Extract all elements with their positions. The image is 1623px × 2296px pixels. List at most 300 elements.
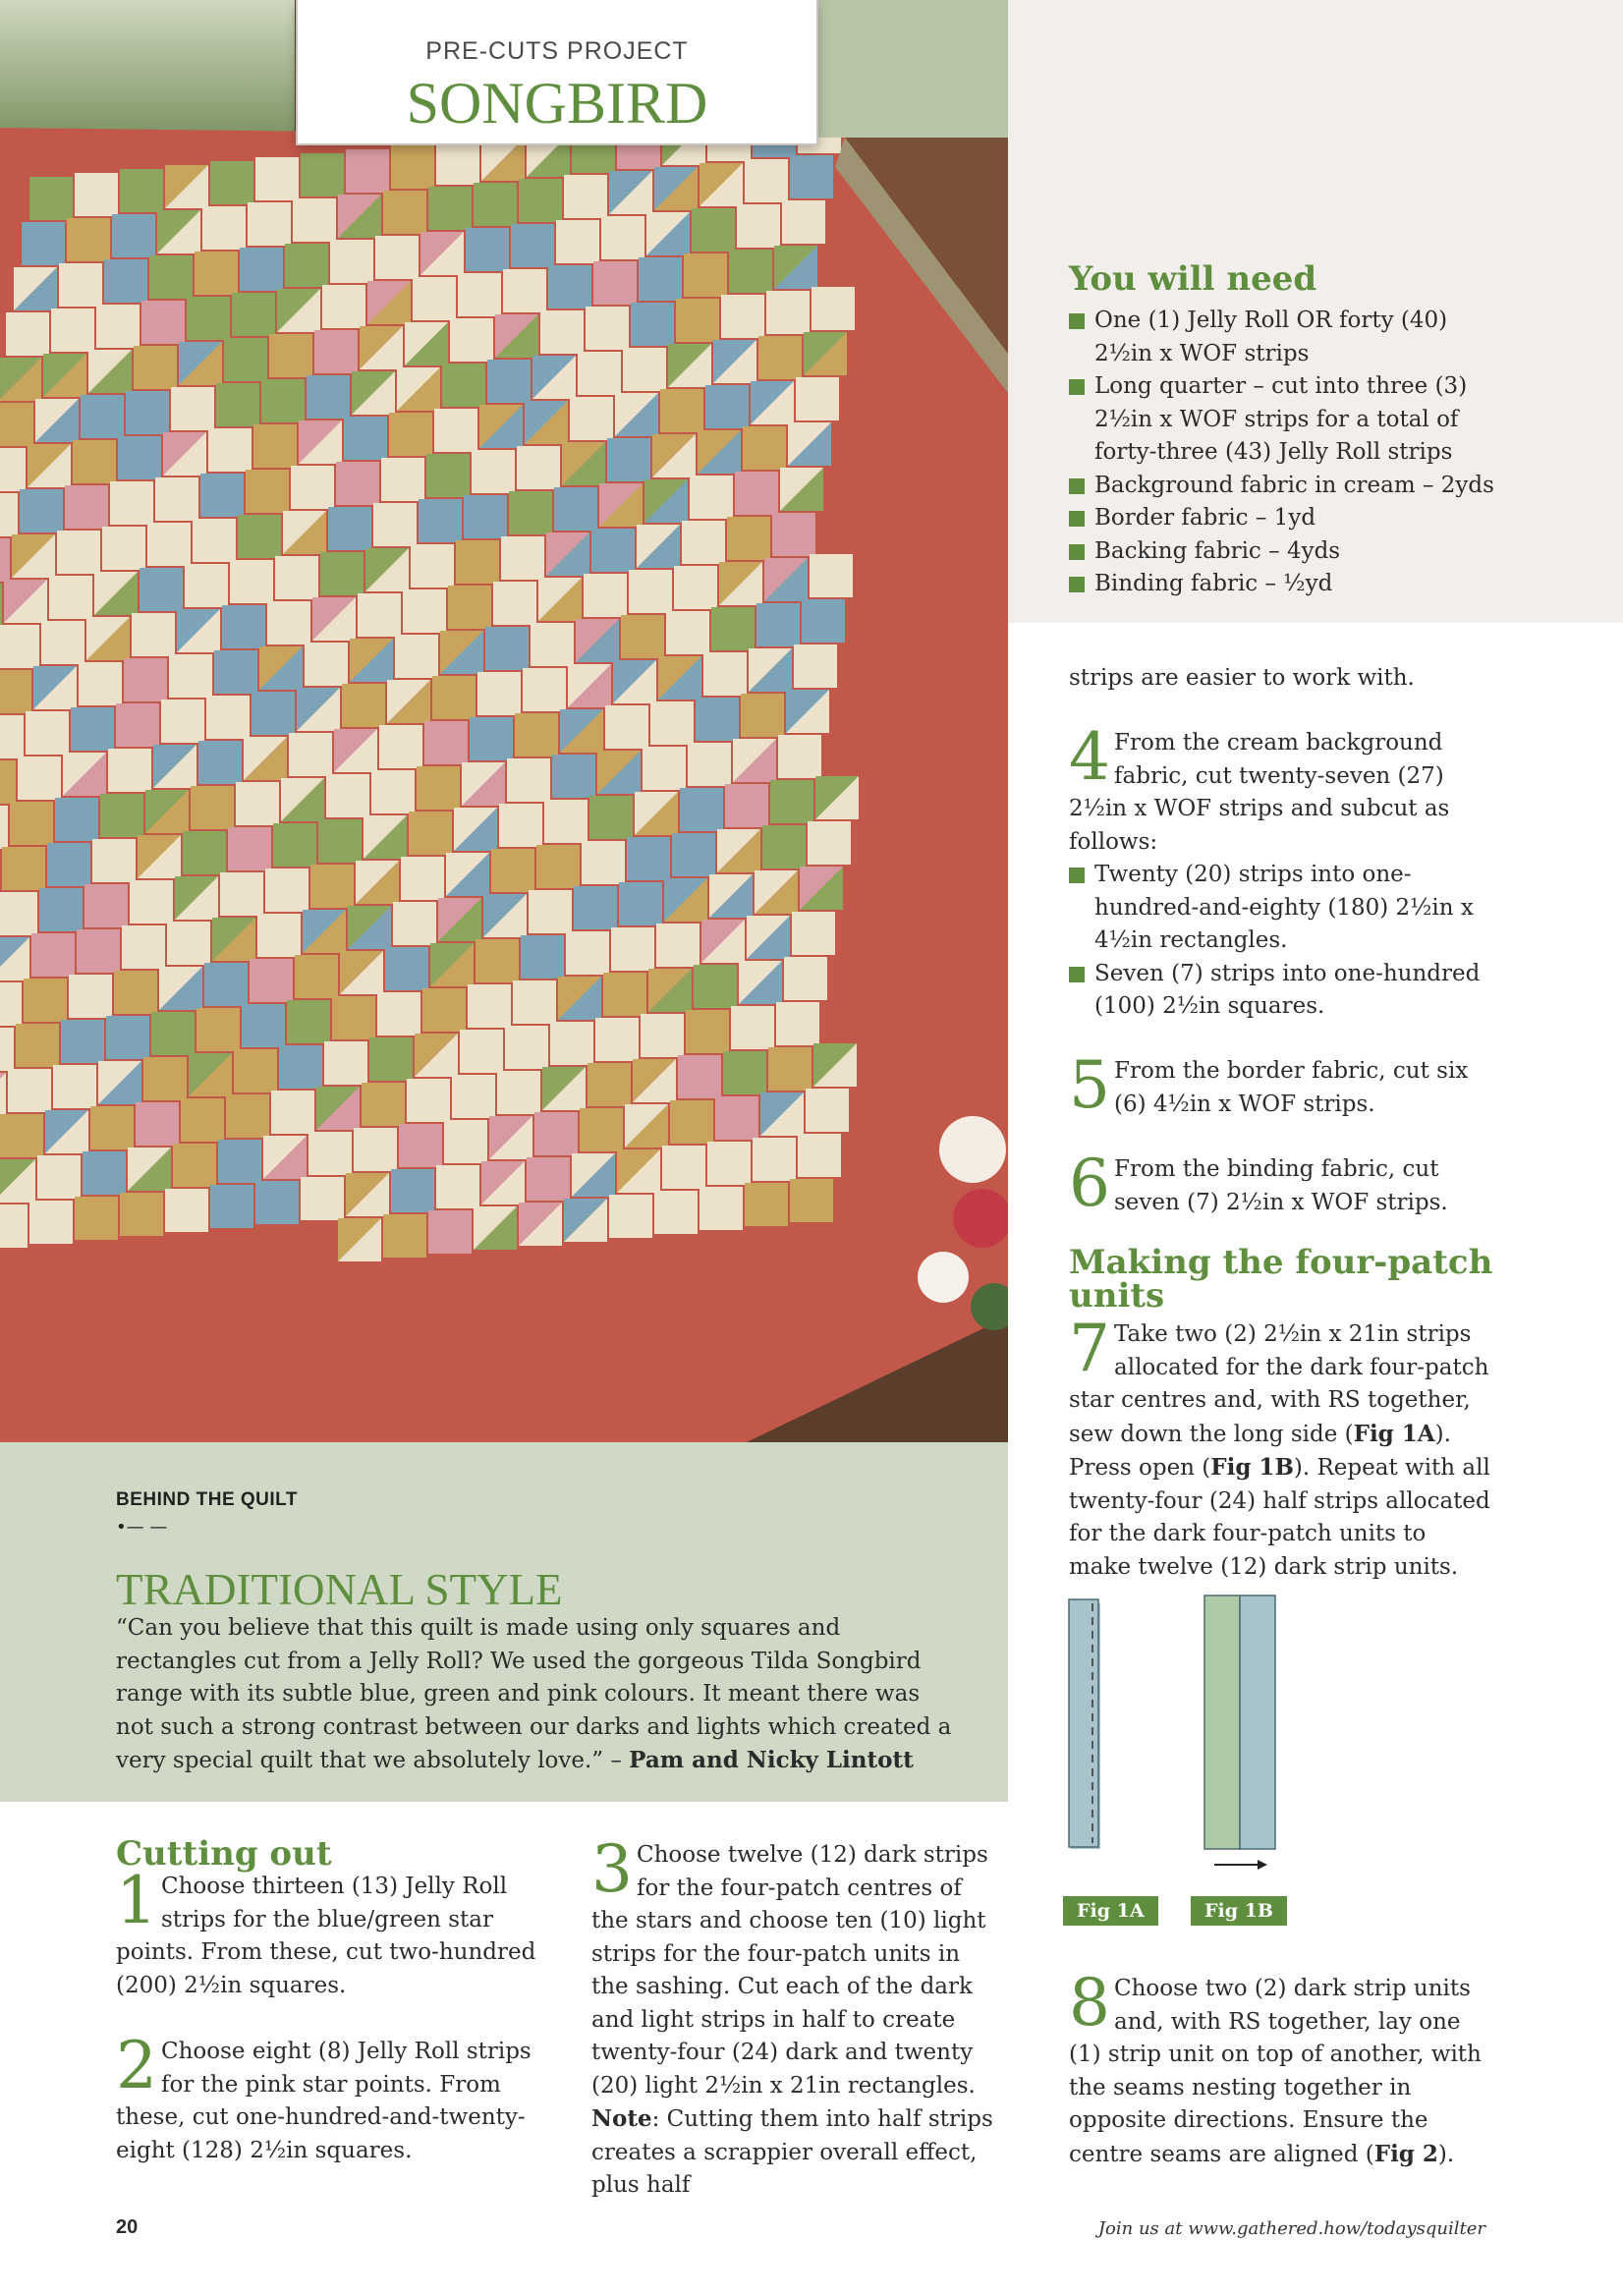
- quilt-patch: [114, 971, 157, 1014]
- quilt-patch: [428, 187, 472, 230]
- quilt-patch: [0, 584, 2, 627]
- quilt-patch: [517, 446, 560, 489]
- quilt-patch: [503, 269, 546, 312]
- quilt-patch: [253, 424, 297, 468]
- quilt-patch: [218, 1140, 261, 1183]
- fig1b-strip-green: [1204, 1596, 1240, 1849]
- quilt-patch: [684, 253, 727, 297]
- quilt-patch: [707, 1142, 751, 1185]
- fig1a-strip-top: [1069, 1599, 1098, 1847]
- quilt-patch: [22, 222, 65, 265]
- quilt-patch: [257, 914, 301, 957]
- quilt-patch: [444, 1120, 487, 1163]
- quilt-patch: [621, 615, 664, 658]
- quilt-patch: [269, 334, 312, 377]
- quilt-patch: [588, 1063, 631, 1106]
- step-6: [1069, 1146, 1493, 1221]
- quilt-patch: [140, 568, 183, 611]
- quilt-patch: [126, 391, 169, 434]
- quilt-patch: [169, 654, 212, 698]
- quilt-patch: [47, 843, 90, 886]
- quilt-patch: [120, 1193, 163, 1236]
- step-text: ).: [1437, 2141, 1455, 2167]
- quilt-patch: [238, 515, 281, 558]
- quilt-patch: [222, 605, 265, 648]
- quilt-patch: [586, 307, 629, 350]
- quilt-patch: [0, 493, 18, 536]
- quilt-patch: [344, 417, 387, 460]
- quilt-patch: [391, 1169, 434, 1212]
- quilt-patch: [399, 1124, 442, 1167]
- list-item: Twenty (20) strips into one-hundred-and-eighty (180) 2½in x 4½in rectangles.: [1069, 859, 1493, 958]
- step-number: 7: [1069, 1311, 1110, 1386]
- quilt-patch: [265, 868, 308, 912]
- quilt-patch: [735, 472, 778, 515]
- quilt-patch: [796, 377, 839, 420]
- quilt-patch: [147, 523, 191, 566]
- quilt-patch: [151, 1012, 195, 1055]
- quilt-patch: [216, 383, 259, 426]
- quilt-patch: [607, 438, 650, 481]
- quilt-patch: [784, 957, 827, 1000]
- quilt-patch: [605, 705, 648, 749]
- quilt-patch: [491, 849, 534, 892]
- quilt-patch: [603, 973, 646, 1016]
- quilt-patch: [676, 299, 719, 342]
- quilt-patch: [0, 892, 37, 935]
- quilt-patch: [711, 607, 755, 650]
- quilt-patch: [725, 784, 768, 827]
- quilt-patch: [130, 880, 173, 924]
- quilt-patch: [10, 802, 53, 845]
- quilt-patch: [601, 216, 644, 259]
- quilt-patch: [721, 295, 764, 338]
- quilt-patch: [808, 821, 851, 865]
- quilt-patch: [2, 847, 45, 890]
- quilt-patch: [0, 403, 33, 446]
- quilt-patch: [790, 155, 833, 198]
- step-text: ). Press open (: [1069, 1421, 1451, 1481]
- quilt-patch: [61, 1020, 104, 1063]
- quilt-blocks: [0, 110, 859, 1261]
- quilt-patch: [810, 554, 853, 597]
- quilt-patch: [723, 1051, 766, 1094]
- quilt-patch: [627, 837, 670, 880]
- quilt-patch: [639, 257, 682, 301]
- quilt-patch: [521, 935, 564, 979]
- behind-title: TRADITIONAL STYLE: [116, 1565, 563, 1614]
- quilt-patch: [279, 1045, 322, 1089]
- quilt-patch: [529, 890, 572, 933]
- quilt-patch: [75, 173, 118, 216]
- quilt-patch: [670, 1100, 713, 1144]
- quilt-patch: [271, 1091, 314, 1134]
- quilt-patch: [507, 758, 550, 802]
- quilt-patch: [688, 743, 731, 786]
- quilt-patch: [758, 336, 802, 379]
- quilt-patch: [65, 485, 108, 529]
- quilt-patch: [802, 599, 845, 643]
- quilt-patch: [191, 786, 234, 829]
- quilt-image: [0, 0, 1008, 1442]
- figure-ref: Fig 2: [1373, 2140, 1438, 2167]
- quilt-patch: [328, 507, 371, 550]
- quilt-patch: [0, 448, 26, 491]
- quilt-patch: [682, 521, 725, 564]
- quilt-patch: [578, 352, 621, 395]
- step-number: 5: [1069, 1047, 1110, 1123]
- quilt-patch: [293, 198, 336, 242]
- quilt-patch: [0, 806, 8, 849]
- quilt-patch: [762, 825, 806, 868]
- quilt-patch: [391, 145, 434, 189]
- step-number: 2: [116, 2028, 157, 2103]
- quilt-patch: [611, 927, 654, 971]
- quilt-patch: [26, 711, 69, 755]
- quilt-patch: [136, 1102, 179, 1146]
- quilt-patch: [252, 692, 295, 735]
- quilt-patch: [342, 684, 385, 727]
- quilt-patch: [198, 741, 242, 784]
- quilt-patch: [310, 865, 354, 908]
- quilt-patch: [250, 959, 293, 1002]
- quilt-patch: [715, 1096, 758, 1140]
- quilt-patch: [772, 513, 815, 556]
- quilt-patch: [476, 939, 519, 982]
- quilt-patch: [240, 248, 283, 291]
- quilt-patch: [485, 627, 529, 670]
- quilt-patch: [511, 224, 554, 267]
- quilt-patch: [678, 1055, 721, 1098]
- quilt-patch: [768, 1047, 812, 1091]
- quilt-patch: [29, 1201, 73, 1244]
- note-label: Note: [591, 2105, 652, 2132]
- quilt-patch: [261, 379, 305, 422]
- quilt-patch: [381, 458, 424, 501]
- quilt-patch: [369, 1037, 413, 1081]
- quilt-patch: [373, 503, 417, 546]
- quilt-patch: [124, 658, 167, 701]
- quilt-patch: [424, 721, 468, 764]
- quilt-patch: [206, 696, 250, 739]
- quilt-patch: [165, 1189, 208, 1232]
- quilt-patch: [696, 698, 739, 741]
- quilt-patch: [90, 1106, 134, 1149]
- quilt-patch: [141, 301, 185, 344]
- quilt-patch: [434, 409, 477, 452]
- quilt-patch: [236, 782, 279, 825]
- quilt-patch: [509, 491, 552, 534]
- quilt-patch: [118, 436, 161, 479]
- quilt-patch: [574, 886, 617, 929]
- quilt-patch: [77, 929, 120, 973]
- quilt-patch: [0, 715, 24, 758]
- quilt-patch: [322, 285, 365, 328]
- quilt-patch: [790, 1179, 833, 1222]
- quilt-patch: [407, 1079, 450, 1122]
- quilt-photo: [0, 0, 1008, 1442]
- quilt-patch: [320, 552, 364, 595]
- quilt-patch: [589, 796, 633, 839]
- quilt-patch: [242, 1004, 285, 1047]
- quilt-patch: [798, 1134, 841, 1177]
- title-box: [296, 0, 818, 145]
- quilt-patch: [395, 635, 438, 678]
- quilt-patch: [737, 204, 780, 248]
- quilt-patch: [383, 191, 426, 234]
- quilt-patch: [6, 312, 49, 356]
- quilt-patch: [210, 1185, 253, 1228]
- quilt-patch: [301, 1177, 344, 1220]
- quilt-patch: [167, 922, 210, 965]
- quilt-patch: [173, 1144, 216, 1187]
- quilt-patch: [314, 330, 358, 373]
- quilt-patch: [743, 426, 786, 470]
- figure-ref: Fig 1B: [1210, 1454, 1294, 1481]
- quilt-patch: [727, 517, 770, 560]
- quilt-patch: [308, 1132, 352, 1175]
- quilt-patch: [39, 888, 83, 931]
- list-item: Binding fabric – ½yd: [1069, 568, 1501, 601]
- quilt-patch: [275, 556, 318, 599]
- quilt-patch: [686, 1010, 729, 1053]
- quilt-patch: [552, 755, 595, 798]
- fig1b-strip-blue: [1240, 1596, 1275, 1849]
- step-4: [1069, 719, 1493, 1024]
- quilt-patch: [442, 364, 485, 407]
- quilt-patch: [371, 770, 415, 813]
- quilt-patch: [466, 228, 509, 271]
- quilt-patch: [273, 823, 316, 867]
- step-text: From the binding fabric, cut seven (7) 2½in x WOF strips.: [1114, 1156, 1448, 1215]
- quilt-patch: [656, 924, 700, 967]
- quilt-patch: [291, 466, 334, 509]
- quilt-patch: [379, 725, 422, 768]
- quilt-patch: [29, 177, 73, 220]
- quilt-patch: [120, 169, 163, 212]
- quilt-patch: [497, 1071, 540, 1114]
- step-8: [1069, 1965, 1493, 2171]
- quilt-patch: [705, 385, 749, 428]
- step-text: Choose two (2) dark strip units and, with RS together, lay one (1) strip unit on top of another, with the seams nesting together in opposite directions. Ensure the centre seams are aligned (: [1069, 1976, 1482, 2167]
- figure-1-diagram: [1061, 1592, 1307, 1876]
- quilt-patch: [267, 601, 310, 644]
- step-number: 3: [591, 1831, 633, 1907]
- quilt-patch: [246, 470, 289, 513]
- quilt-patch: [544, 800, 588, 843]
- quilt-patch: [255, 1181, 299, 1224]
- quilt-patch: [0, 1204, 28, 1248]
- quilt-patch: [55, 798, 98, 841]
- quilt-patch: [375, 236, 419, 279]
- quilt-patch: [729, 250, 772, 293]
- quilt-patch: [731, 1006, 774, 1049]
- quilt-patch: [660, 389, 703, 432]
- quilt-patch: [0, 760, 16, 804]
- quilt-patch: [200, 474, 244, 517]
- quilt-patch: [226, 1094, 269, 1138]
- quilt-patch: [468, 984, 511, 1028]
- quilt-patch: [0, 625, 39, 668]
- quilt-patch: [301, 153, 344, 196]
- quilt-patch: [336, 462, 379, 505]
- fig-1b-label: Fig 1B: [1191, 1896, 1287, 1926]
- quilt-patch: [116, 703, 159, 747]
- quilt-patch: [527, 1157, 570, 1201]
- quilt-patch: [204, 963, 248, 1006]
- quilt-patch: [570, 397, 613, 440]
- quilt-patch: [187, 297, 230, 340]
- project-kicker: PRE-CUTS PROJECT: [425, 37, 689, 65]
- quilt-patch: [422, 988, 466, 1032]
- quilt-patch: [181, 1098, 224, 1142]
- quilt-patch: [631, 303, 674, 346]
- quilt-patch: [806, 1089, 849, 1132]
- quilt-patch: [515, 713, 558, 756]
- quilt-patch: [96, 305, 140, 348]
- quilt-patch: [393, 902, 436, 945]
- quilt-patch: [84, 884, 128, 927]
- quilt-patch: [595, 1018, 639, 1061]
- quilt-patch: [195, 252, 238, 295]
- quilt-patch: [413, 277, 456, 320]
- quilt-patch: [641, 1014, 684, 1057]
- quilt-patch: [426, 454, 470, 497]
- quilt-patch: [554, 487, 597, 531]
- step-text: Choose eight (8) Jelly Roll strips for the pink star points. From these, cut one-hundred-and-twenty-eight (128) 2½in squares.: [116, 2039, 532, 2163]
- project-title: SONGBIRD: [406, 71, 708, 136]
- quilt-patch: [464, 495, 507, 538]
- quilt-patch: [228, 827, 271, 870]
- quilt-patch: [307, 375, 350, 419]
- list-item: Border fabric – 1yd: [1069, 502, 1501, 535]
- step-text: From the border fabric, cut six (6) 4½in x WOF strips.: [1114, 1058, 1469, 1117]
- quilt-patch: [230, 560, 273, 603]
- quilt-patch: [106, 1016, 149, 1059]
- quilt-patch: [161, 700, 204, 743]
- quilt-patch: [692, 208, 735, 252]
- arrow-head-icon: [1258, 1860, 1267, 1870]
- quilt-patch: [8, 1069, 51, 1112]
- cutting-out-title: Cutting out: [116, 1834, 332, 1874]
- quilt-patch: [149, 255, 193, 299]
- step-1: [116, 1863, 538, 2002]
- quilt-patch: [305, 643, 348, 686]
- quilt-patch: [556, 220, 599, 263]
- quilt-patch: [0, 1114, 43, 1157]
- window-background: [0, 0, 295, 138]
- you-will-need-title: You will need: [1069, 259, 1317, 299]
- quilt-patch: [389, 413, 432, 456]
- designer-quote: [116, 1612, 961, 1778]
- step-text: Choose twelve (12) dark strips for the four-patch centres of the stars and choose ten (10) light strips for the four-patch units in the sashing. Cut each of the dark and light strips in half to create twenty-four (24) dark and twenty (20) light 2½in x 21in rectangles.: [591, 1842, 988, 2099]
- quilt-patch: [51, 308, 94, 352]
- quilt-patch: [41, 621, 84, 664]
- quilt-patch: [505, 1026, 548, 1069]
- quilt-patch: [419, 499, 462, 542]
- quilt-patch: [745, 1183, 788, 1226]
- quilt-patch: [493, 582, 536, 625]
- quilt-patch: [436, 1165, 479, 1208]
- arrow-icon: •— —: [116, 1517, 168, 1538]
- quilt-patch: [501, 536, 544, 580]
- quilt-patch: [285, 244, 328, 287]
- quilt-patch: [224, 338, 267, 381]
- quilt-patch: [487, 360, 531, 403]
- quilt-patch: [75, 1197, 118, 1240]
- quilt-patch: [24, 979, 67, 1022]
- quilt-patch: [92, 839, 136, 882]
- list-item: One (1) Jelly Roll OR forty (40) 2½in x WOF strips: [1069, 305, 1501, 370]
- quilt-patch: [662, 1146, 705, 1189]
- quilt-patch: [143, 1057, 187, 1100]
- quilt-patch: [102, 527, 145, 570]
- step-text: Take two (2) 2½in x 21in strips allocated for the dark four-patch star centres and, with RS together, sew down the long side (: [1069, 1321, 1489, 1447]
- quilt-patch: [448, 586, 491, 629]
- list-item: Long quarter – cut into three (3) 2½in x WOF strips for a total of forty-three (43) Jelly Roll strips: [1069, 370, 1501, 470]
- page-number: 20: [116, 2216, 139, 2238]
- quilt-patch: [0, 1073, 6, 1116]
- quilt-patch: [741, 694, 784, 737]
- quilt-patch: [104, 259, 147, 303]
- quilt-patch: [519, 179, 562, 222]
- quilt-patch: [548, 265, 591, 308]
- step-text: ). Repeat with all twenty-four (24) half strips allocated for the dark four-patch units to make twelve (12) dark strip units.: [1069, 1455, 1490, 1580]
- quilt-patch: [782, 200, 825, 244]
- quilt-patch: [460, 1030, 503, 1073]
- quilt-patch: [16, 1024, 59, 1067]
- quilt-patch: [477, 672, 521, 715]
- quilt-patch: [812, 287, 855, 330]
- quilt-patch: [672, 833, 715, 876]
- list-item: Background fabric in cream – 2yds: [1069, 470, 1501, 503]
- quilt-patch: [220, 872, 263, 916]
- quilt-patch: [332, 996, 375, 1039]
- step-2: [116, 2028, 538, 2167]
- quilt-patch: [79, 662, 122, 705]
- fig-1a-label: Fig 1A: [1063, 1896, 1158, 1926]
- footer-url: Join us at www.gathered.how/todaysquilter: [1097, 2218, 1485, 2239]
- quilt-patch: [623, 348, 666, 391]
- quilt-patch: [171, 387, 214, 430]
- materials-list: [1069, 305, 1501, 601]
- quilt-patch: [362, 1083, 405, 1126]
- quilt-patch: [403, 589, 446, 633]
- quote-text: “Can you believe that this quilt is made using only squares and rectangles cut from a Jelly Roll? We used the gorgeous Tilda Songbird range with its subtle blue, green and pink colours. It meant there was not such a strong contrast between our darks and lights which created a very special quilt that we absolutely love.” –: [116, 1615, 952, 1773]
- quilt-patch: [31, 933, 75, 977]
- quilt-patch: [0, 1028, 14, 1071]
- quilt-patch: [428, 1210, 472, 1254]
- step-number: 1: [116, 1863, 157, 1938]
- quilt-patch: [432, 676, 476, 719]
- four-patch-title: Making the four-patch units: [1069, 1243, 1493, 1316]
- quilt-patch: [81, 395, 124, 438]
- step-5: [1069, 1047, 1493, 1123]
- quilt-patch: [745, 159, 788, 202]
- step-number: 4: [1069, 719, 1110, 795]
- step-number: 6: [1069, 1146, 1110, 1221]
- list-item: Seven (7) strips into one-hundred (100) 2½in squares.: [1069, 958, 1493, 1024]
- step-text: : Cutting them into half strips creates a scrappier overall effect, plus half: [591, 2106, 993, 2198]
- step-number: 8: [1069, 1965, 1110, 2041]
- continuation-text: strips are easier to work with.: [1069, 665, 1415, 691]
- quilt-patch: [234, 1049, 277, 1092]
- quilt-patch: [643, 747, 686, 790]
- quilt-patch: [499, 804, 542, 847]
- quilt-patch: [110, 481, 153, 525]
- quilt-patch: [436, 141, 479, 185]
- quilt-patch: [680, 788, 723, 831]
